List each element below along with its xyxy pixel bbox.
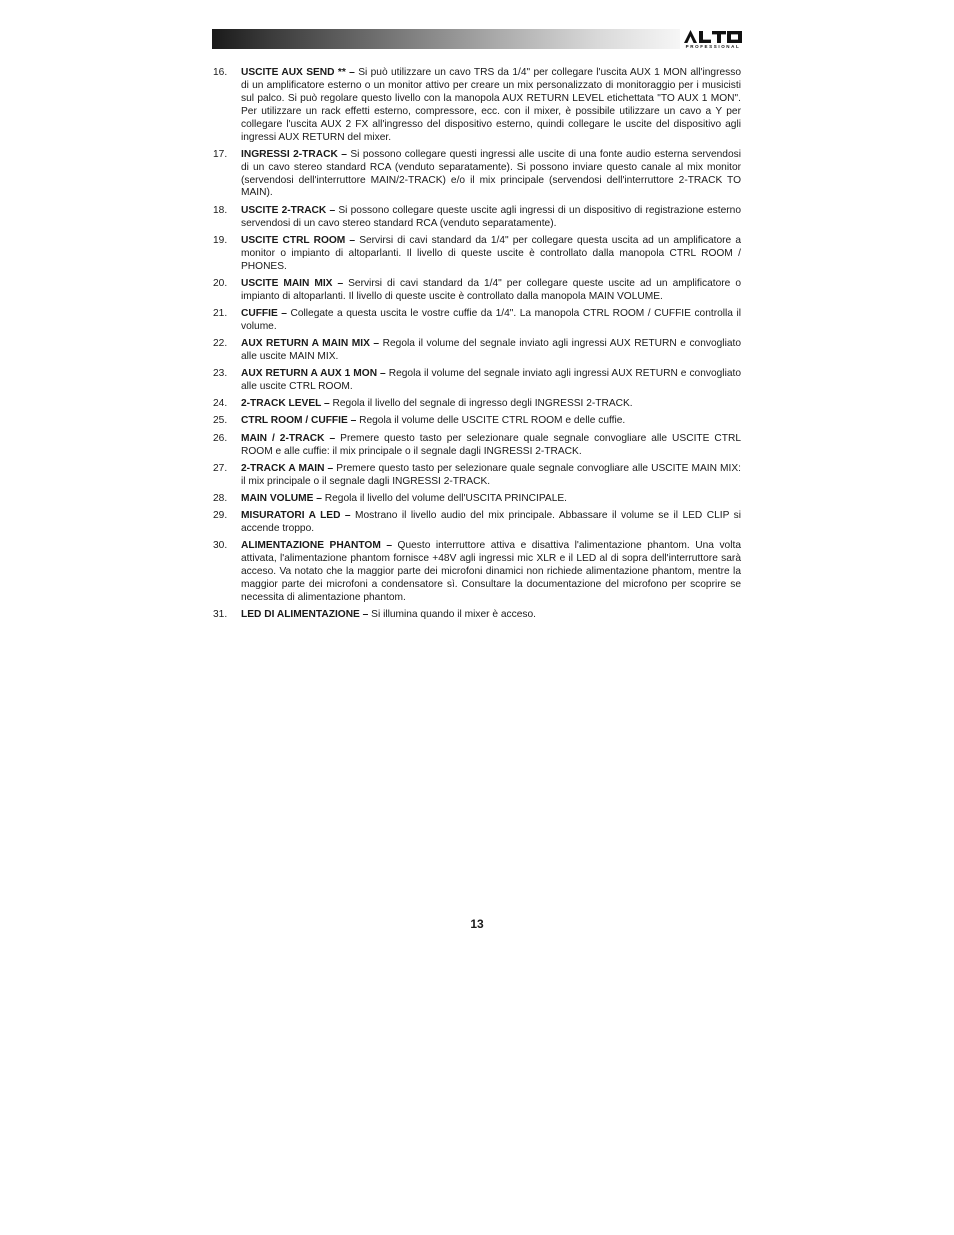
- item-number: 18.: [213, 204, 228, 216]
- list-item: [213, 540, 741, 605]
- item-body: [241, 510, 741, 536]
- item-description: Regola il volume del segnale inviato agli ingressi AUX RETURN e convogliato alle uscite CTRL ROOM.: [241, 368, 741, 393]
- list-item: [213, 433, 741, 459]
- item-title: INGRESSI 2-TRACK –: [241, 148, 347, 160]
- item-number: 26.: [213, 432, 228, 444]
- item-title: USCITE MAIN MIX –: [241, 277, 344, 289]
- list-item: [213, 398, 741, 411]
- item-number: 24.: [213, 398, 228, 410]
- feature-list: [213, 67, 741, 626]
- item-description: Si possono collegare queste uscite agli ingressi di un dispositivo di registrazione esterno servendosi di un cavo stereo standard RCA (venduto separatamente).: [241, 204, 741, 229]
- header-gradient-bar: [212, 29, 680, 49]
- item-number: 23.: [213, 368, 228, 380]
- item-number: 27.: [213, 462, 228, 474]
- item-title: MAIN VOLUME –: [241, 492, 322, 504]
- list-item: [213, 67, 741, 144]
- item-description: Premere questo tasto per selezionare quale segnale convogliare alle USCITE CTRL ROOM e alle cuffie: il mix principale o il segnale dagli INGRESSI 2-TRACK.: [241, 432, 741, 457]
- alto-logo-mark: [684, 30, 742, 44]
- item-body: [241, 308, 741, 334]
- item-body: [241, 433, 741, 459]
- item-number: 20.: [213, 277, 228, 289]
- item-title: CUFFIE –: [241, 307, 287, 319]
- list-item: [213, 278, 741, 304]
- item-title: MAIN / 2-TRACK –: [241, 432, 336, 444]
- item-description: Regola il volume del segnale inviato agli ingressi AUX RETURN e convogliato alle uscite MAIN MIX.: [241, 338, 741, 362]
- item-number: 30.: [213, 540, 228, 552]
- list-item: [213, 149, 741, 201]
- item-body: [241, 67, 741, 144]
- item-title: 2-TRACK A MAIN –: [241, 462, 334, 474]
- item-description: Questo interruttore attiva e disattiva l'alimentazione phantom. Una volta attivata, l'alimentazione phantom fornisce +48V agli ingressi mic XLR e il LED al di sopra dell'interruttore sarà acceso. Va notato che la maggior parte dei microfoni dinamici non richiede alimentazione phantom, mentre la maggior parte dei microfoni a condensatore sì. Consultare la documentazione del microfono per scoprire se necessita di alimentazione phantom.: [241, 540, 741, 603]
- item-description: Si possono collegare questi ingressi alle uscite di una fonte audio esterna servendosi di un cavo stereo standard RCA (venduto separatamente). Si possono inviare questo canale al mix monitor (servendosi dell'interruttore MAIN/2-TRACK) e/o il mix principale (servendosi dell'interruttore 2-TRACK TO MAIN).: [241, 148, 741, 199]
- item-body: [241, 149, 741, 201]
- item-body: [241, 235, 741, 274]
- item-number: 29.: [213, 510, 228, 522]
- item-title: CTRL ROOM / CUFFIE –: [241, 415, 357, 427]
- item-description: Collegate a questa uscita le vostre cuffie da 1/4". La manopola CTRL ROOM / CUFFIE controlla il volume.: [241, 307, 741, 332]
- item-title: MISURATORI A LED –: [241, 510, 351, 522]
- list-item: [213, 235, 741, 274]
- item-number: 16.: [213, 67, 228, 78]
- list-item: [213, 510, 741, 536]
- item-description: Servirsi di cavi standard da 1/4" per collegare questa uscita ad un amplificatore a monitor o impianto di altoparlanti. Il livello di queste uscite è controllato dalla manopola CTRL ROOM / PHONES.: [241, 234, 741, 272]
- item-number: 28.: [213, 492, 228, 504]
- item-body: [241, 463, 741, 489]
- list-item: [213, 609, 741, 622]
- item-description: Regola il livello del segnale di ingresso degli INGRESSI 2-TRACK.: [329, 398, 633, 410]
- item-title: ALIMENTAZIONE PHANTOM –: [241, 540, 393, 552]
- logo-subtext: PROFESSIONAL: [685, 44, 741, 49]
- item-body: [241, 338, 741, 364]
- item-description: Servirsi di cavi standard da 1/4" per collegare queste uscite ad un amplificatore o impianto di altoparlanti. Il livello di queste uscite è controllato dalla manopola MAIN VOLUME.: [241, 277, 741, 302]
- item-number: 22.: [213, 338, 228, 349]
- item-body: [241, 609, 741, 622]
- item-title: USCITE AUX SEND ** –: [241, 67, 355, 78]
- list-item: [213, 415, 741, 428]
- list-item: [213, 463, 741, 489]
- item-title: LED DI ALIMENTAZIONE –: [241, 608, 369, 620]
- item-body: [241, 493, 741, 506]
- item-description: Si illumina quando il mixer è acceso.: [368, 608, 536, 620]
- item-body: [241, 540, 741, 605]
- item-description: Premere questo tasto per selezionare quale segnale convogliare alle USCITE MAIN MIX: il mix principale o il segnale dagli INGRESSI 2-TRACK.: [241, 462, 742, 487]
- item-body: [241, 398, 741, 411]
- item-title: USCITE 2-TRACK –: [241, 204, 336, 216]
- item-number: 21.: [213, 307, 228, 319]
- item-title: USCITE CTRL ROOM –: [241, 234, 356, 246]
- item-description: Si può utilizzare un cavo TRS da 1/4" per collegare l'uscita AUX 1 MON all'ingresso di un amplificatore esterno o un monitor attivo per creare un mix personalizzato di monitoraggio per i musicisti sul palco. Si può regolare questo livello con la manopola AUX RETURN LEVEL etichettata "TO AUX 1 MON". Per utilizzare un rack effetti esterno, compressore, ecc. con il mixer, è possibile utilizzare un cavo a Y per collegare l'uscita AUX 2 FX all'ingresso del dispositivo esterno, quindi collegare le uscite del dispositivo agli ingressi AUX RETURN del mixer.: [241, 67, 741, 143]
- item-title: AUX RETURN A AUX 1 MON –: [241, 368, 386, 380]
- item-number: 17.: [213, 148, 228, 160]
- item-description: Mostrano il livello audio del mix principale. Abbassare il volume se il LED CLIP si accende troppo.: [241, 510, 741, 534]
- item-body: [241, 368, 741, 394]
- item-title: AUX RETURN A MAIN MIX –: [241, 338, 380, 349]
- item-body: [241, 278, 741, 304]
- item-description: Regola il livello del volume dell'USCITA PRINCIPALE.: [321, 492, 567, 504]
- item-number: 19.: [213, 234, 228, 246]
- page-number: 13: [470, 917, 484, 931]
- item-body: [241, 205, 741, 231]
- alto-logo: [684, 30, 742, 50]
- item-title: 2-TRACK LEVEL –: [241, 398, 330, 410]
- item-description: Regola il volume delle USCITE CTRL ROOM e delle cuffie.: [356, 415, 626, 427]
- item-number: 25.: [213, 415, 228, 427]
- list-item: [213, 308, 741, 334]
- list-item: [213, 493, 741, 506]
- list-item: [213, 368, 741, 394]
- item-number: 31.: [213, 608, 228, 620]
- list-item: [213, 338, 741, 364]
- list-item: [213, 205, 741, 231]
- item-body: [241, 415, 741, 428]
